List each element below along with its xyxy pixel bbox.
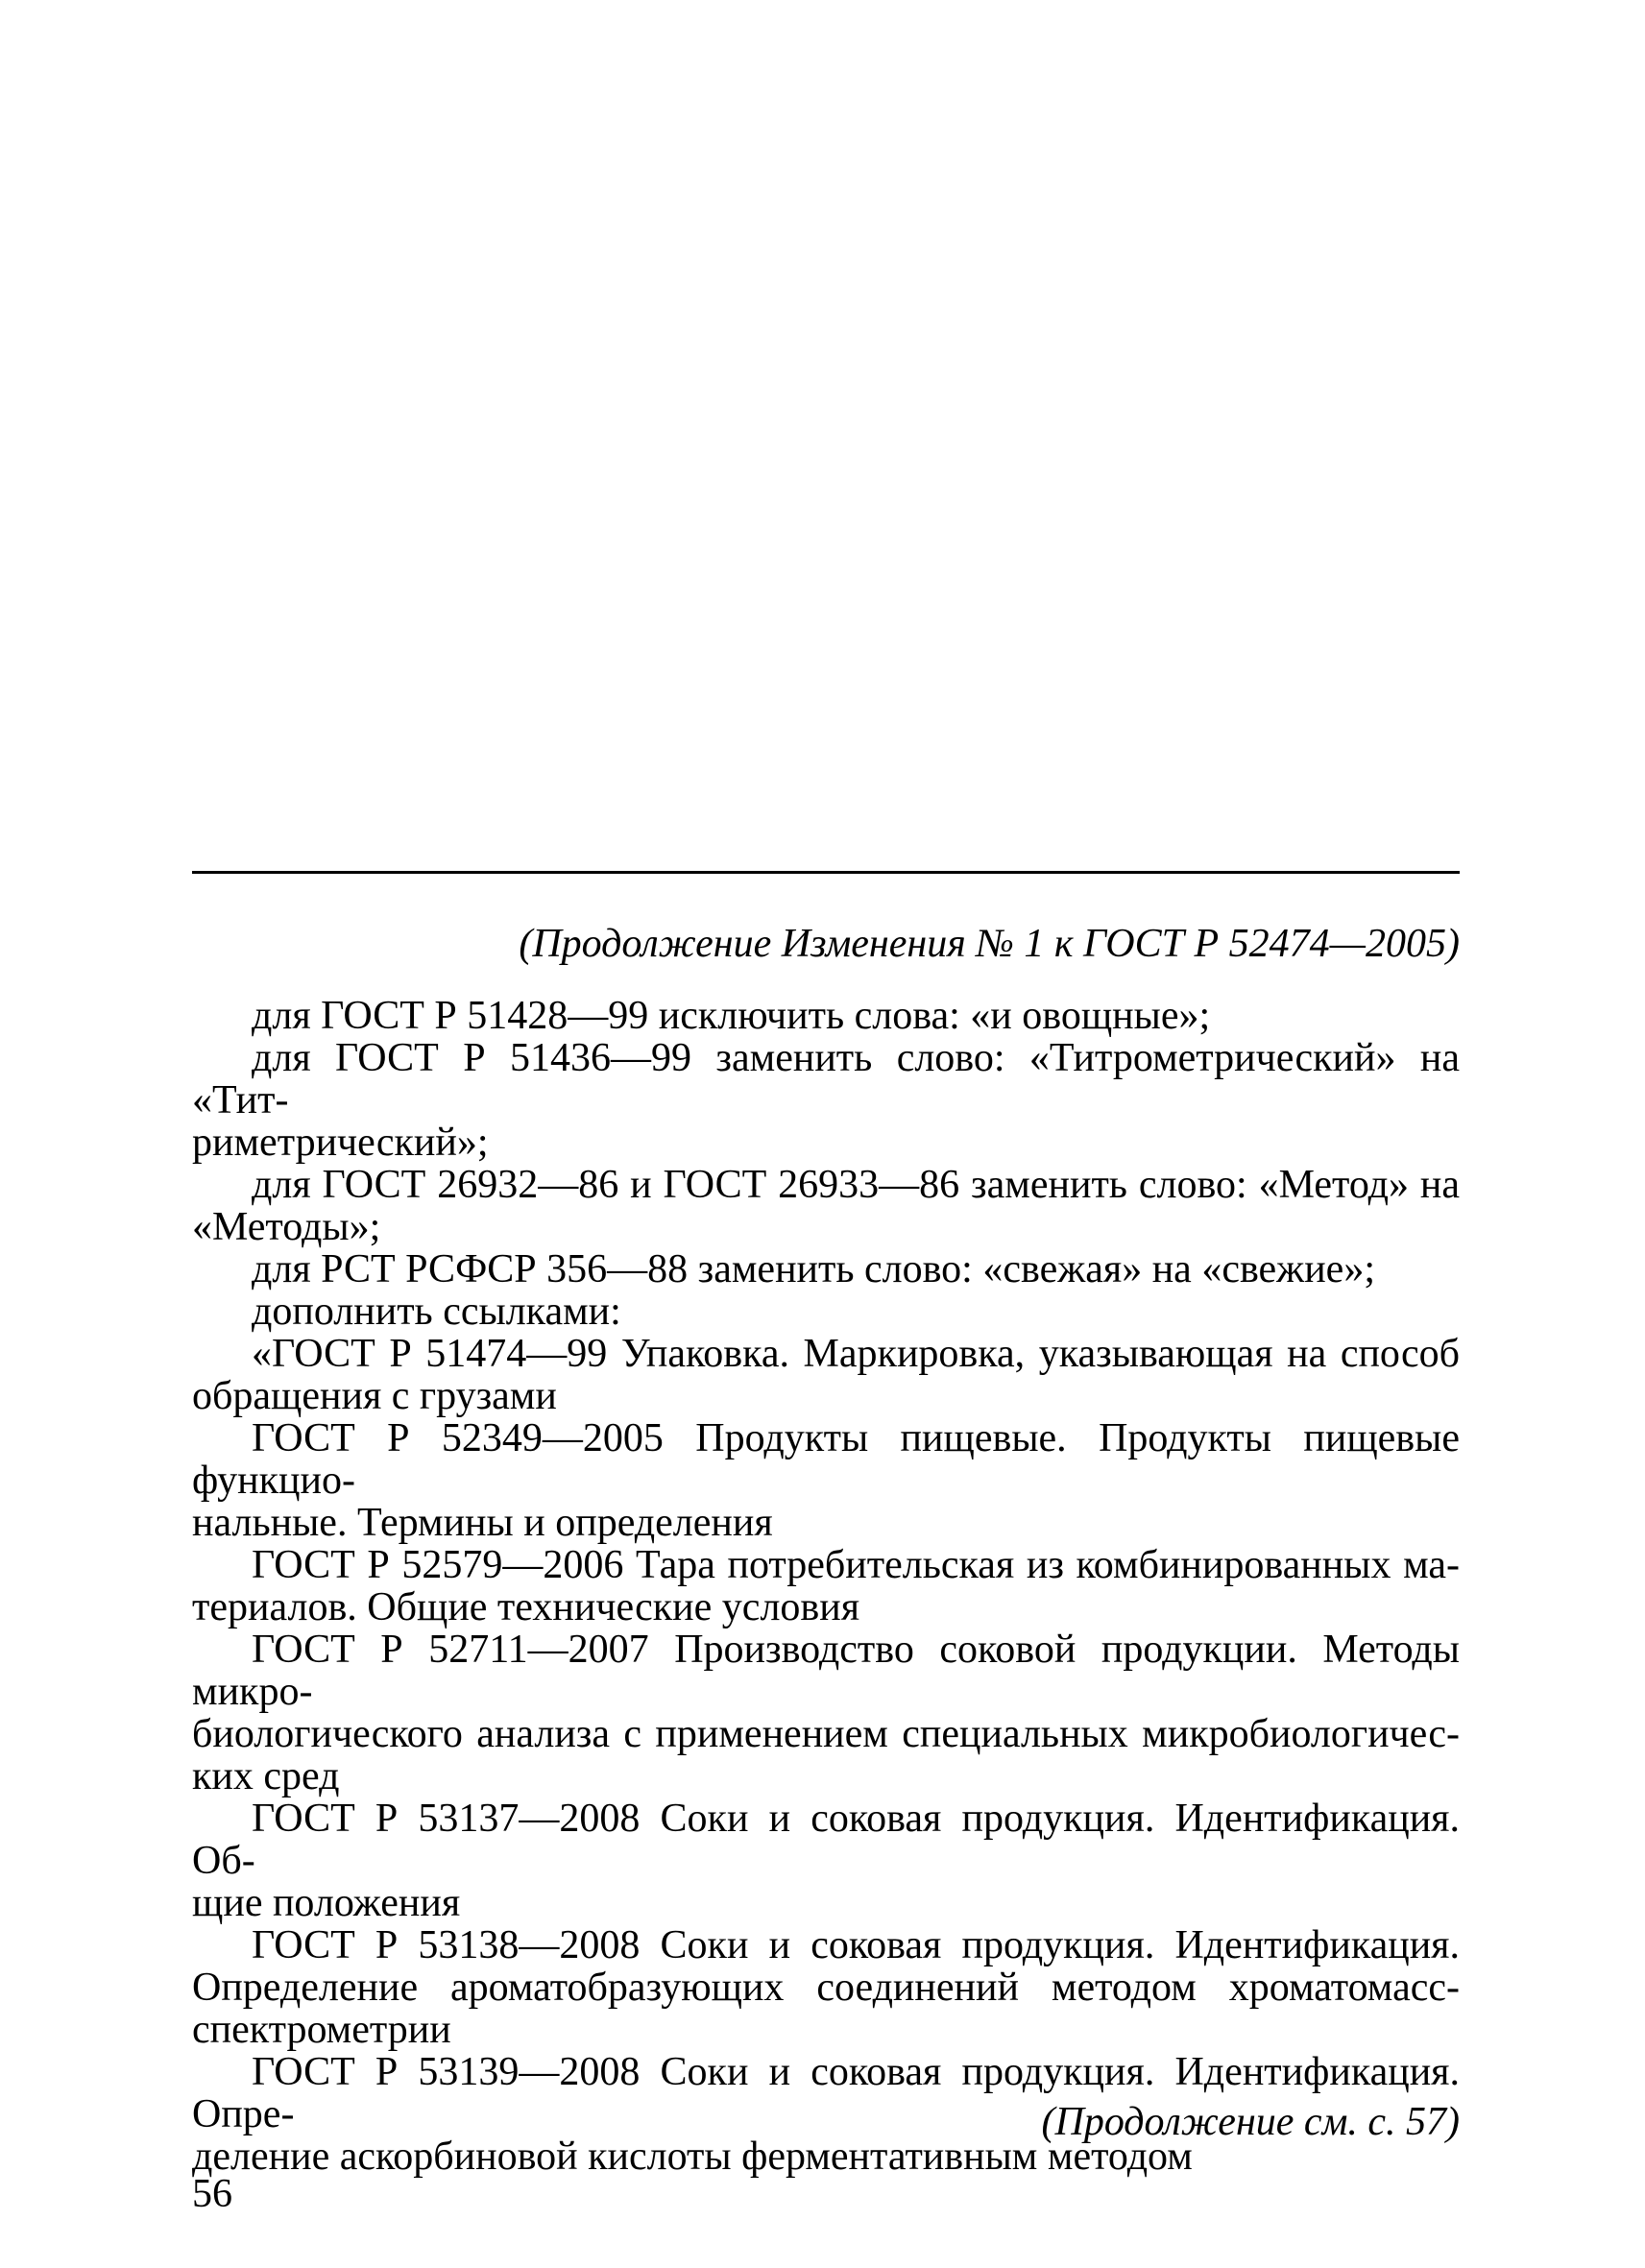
top-rule: [192, 871, 1460, 874]
paragraph-line: ГОСТ Р 53139—2008 Соки и соковая продукция. Идентификация. Опре-: [192, 2050, 1460, 2136]
paragraph-line: биологического анализа с применением специальных микробиологичес-: [192, 1712, 1460, 1756]
paragraph-line: дополнить ссылками:: [252, 1290, 621, 1334]
paragraph-line: «ГОСТ Р 51474—99 Упаковка. Маркировка, указывающая на способ: [252, 1332, 1460, 1376]
paragraph: [192, 1798, 1460, 1924]
paragraph-line: риметрический»;: [192, 1121, 489, 1165]
paragraph-line: ГОСТ Р 53138—2008 Соки и соковая продукция. Идентификация.: [252, 1923, 1460, 1967]
paragraph-line: спектрометрии: [192, 2008, 451, 2052]
paragraph: [192, 1629, 1460, 1798]
paragraph-line: териалов. Общие технические условия: [192, 1585, 860, 1629]
paragraph-line: «Методы»;: [192, 1205, 381, 1249]
paragraph-line: ГОСТ Р 52711—2007 Производство соковой продукции. Методы микро-: [192, 1628, 1460, 1714]
paragraph: [192, 1037, 1460, 1164]
paragraph: [192, 1291, 1460, 1333]
paragraph-line: нальные. Термины и определения: [192, 1501, 773, 1545]
paragraph-line: ГОСТ Р 53137—2008 Соки и соковая продукция. Идентификация. Об-: [192, 1797, 1460, 1883]
page-number: 56: [192, 2172, 232, 2216]
continuation-header: (Продолжение Изменения № 1 к ГОСТ Р 52474—2005): [519, 922, 1460, 966]
paragraph-line: деление аскорбиновой кислоты ферментативным методом: [192, 2135, 1193, 2179]
paragraph: [192, 1164, 1460, 1248]
paragraph-line: для ГОСТ Р 51436—99 заменить слово: «Титрометрический» на «Тит-: [192, 1036, 1460, 1122]
paragraph: [192, 1924, 1460, 2051]
paragraph: [192, 1248, 1460, 1291]
paragraph: [192, 1417, 1460, 1544]
paragraph: [192, 1544, 1460, 1629]
paragraph-line: ГОСТ Р 52349—2005 Продукты пищевые. Продукты пищевые функцио-: [192, 1416, 1460, 1503]
paragraph-line: для ГОСТ 26932—86 и ГОСТ 26933—86 заменить слово: «Метод» на: [252, 1163, 1460, 1207]
paragraph-line: обращения с грузами: [192, 1374, 557, 1418]
paragraph-line: Определение ароматобразующих соединений методом хроматомасс-: [192, 1966, 1460, 2010]
paragraph-line: для ГОСТ Р 51428—99 исключить слова: «и овощные»;: [252, 994, 1211, 1038]
continued-note: (Продолжение см. с. 57): [1041, 2100, 1460, 2144]
paragraph-line: щие положения: [192, 1881, 461, 1925]
paragraph-line: ких сред: [192, 1754, 340, 1798]
paragraph-line: для РСТ РСФСР 356—88 заменить слово: «свежая» на «свежие»;: [252, 1247, 1375, 1291]
paragraph: [192, 995, 1460, 1037]
paragraph-line: ГОСТ Р 52579—2006 Тара потребительская из комбинированных ма-: [252, 1543, 1460, 1587]
document-body: [192, 995, 1460, 2178]
paragraph: [192, 1333, 1460, 1417]
